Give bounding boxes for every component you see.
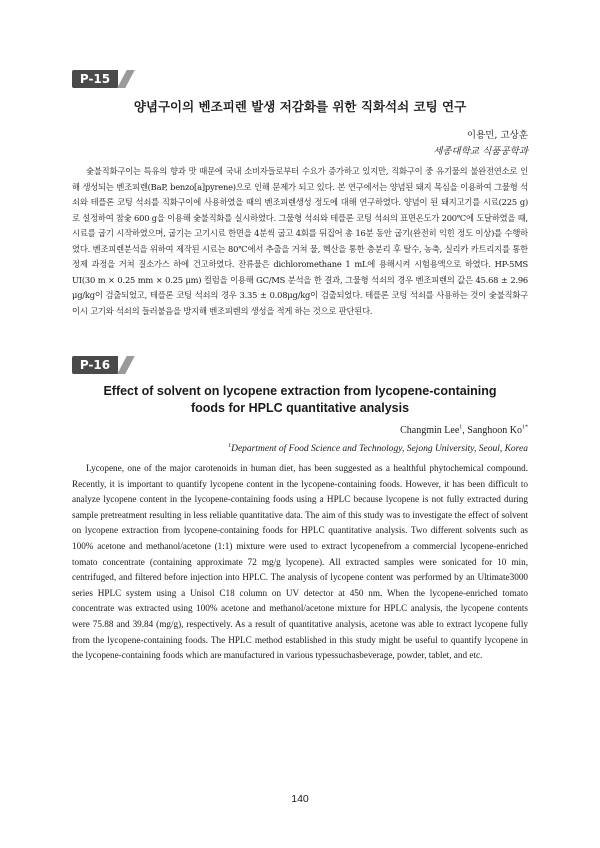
title-line-1: Effect of solvent on lycopene extraction from lycopene-containing xyxy=(103,384,497,398)
affiliation-en xyxy=(228,444,528,454)
title-line-2: foods for HPLC quantitative analysis xyxy=(190,401,410,415)
author-2-superscript: 1* xyxy=(522,424,528,431)
abstract-body-ko: 숯불직화구이는 특유의 향과 맛 때문에 국내 소비자들로부터 수요가 증가하고 있지만, 직화구이 중 유기물의 불완전연소로 인해 생성되는 벤조피렌(BaP, benzo[a]pyrene)으로 인해 문제가 되고 있다. 본 연구에서는 양념된 돼지 목심을 이용하여 그물형 석쇠와 테플론 코팅 석쇠를 직화구이에 사용하였을 때의 벤조피렌생성 정도에 대해 연구하였다. 양념이 된 돼지고기를 시료(225 g)로 설정하여 참숯 600 g을 이용해 숯불직화를 실시하였다. 그물형 석쇠와 테플론 코팅 석쇠의 표면온도가 200℃에 도달하였을 때, 시료를 굽기 시작하였으며, 굽기는 고기시료 한면을 4분씩 굽고 4회를 뒤집어 총 16분 동안 굽기(완전히 익힌 정도 이상)를 수행하였다. 벤조피렌분석을 위하여 제작된 시료는 80℃에서 추출을 거쳐 물, 헥산을 통한 층분리 후 탈수, 농축, 실리카 카트리지를 통한 정제 과정을 거쳐 질소가스 하에 건고하였다. 잔류물은 dichloromethane 1 mL에 용해시켜 시험용액으로 하였다. HP-5MS UI(30 m × 0.25 mm × 0.25 μm) 컬럼을 이용해 GC/MS 분석을 한 결과, 그물형 석쇠의 경우 벤조피렌의 값은 45.68 ± 2.96 μg/kg이 검출되었고, 테플론 코팅 석쇠의 경우 3.35 ± 0.08μg/kg이 검출되었다. 테플론 코팅 석쇠를 사용하는 것이 숯불직화구이시 고기와 석쇠의 들러붙음을 방지해 벤조피렌의 생성을 적게 하는 것으로 판단된다. xyxy=(72,166,528,316)
author-separator: , Sanghoon Ko xyxy=(462,425,522,436)
authors-ko: 이용민, 고상훈 xyxy=(466,130,528,141)
abstract-title-ko: 양념구이의 벤조피렌 발생 저감화를 위한 직화석쇠 코팅 연구 xyxy=(133,99,467,114)
page-number: 140 xyxy=(291,793,309,805)
badge-stripe-decoration xyxy=(117,356,135,374)
authors-en xyxy=(400,425,528,436)
badge-label: P-16 xyxy=(72,356,118,374)
affiliation-superscript: 1 xyxy=(228,442,232,449)
badge-stripe-decoration xyxy=(117,70,135,88)
abstract-title-en xyxy=(72,383,528,417)
affiliation-ko: 세종대학교 식품공학과 xyxy=(433,146,528,157)
author-1: Changmin Lee xyxy=(400,425,460,436)
abstract-body-en: Lycopene, one of the major carotenoids in human diet, has been suggested as a healthful phytochemical compound. Recently, it is important to quantify lycopene content in the lycopene-containing foods. However, it has been difficult to analyze lycopene content in the lycopene-containing foods using a HPLC because lycopene is not fully extracted during sample pretreatment resulting in less reliable quantitative data. The aim of this study was to investigate the effect of solvent on lycopene extraction from lycopene-containing foods for HPLC quantitative analysis. Two different solvents such as 100% acetone and methanol/acetone (1:1) mixture were used to extract lycopenefrom a commercial lycopene-enriched tomato concentrate (containing approximate 72 mg/g lycopene). All extracted samples were sonicated for 10 min, centrifuged, and filtered before injection into HPLC. The analysis of lycopene content was performed by an Ultimate3000 series HPLC system using a Unisol C18 column on UV detector at 450 nm. When the lycopene-enriched tomato concentrate was extracted using 100% acetone and methanol/acetone mixture for HPLC analysis, the lycopene contents were 75.88 and 39.84 (mg/g), respectively. As a result of quantitative analysis, acetone was able to extract lycopene fully from the lycopene-containing foods. The HPLC method established in this study might be useful to quantify lycopene in the lycopene-containing foods which are manufactured in various typessuchasbeverage, powder, tablet, and etc. xyxy=(72,463,528,661)
author-1-superscript: 1 xyxy=(459,424,463,431)
affiliation-text: Department of Food Science and Technology, Sejong University, Seoul, Korea xyxy=(231,444,528,454)
badge-label: P-15 xyxy=(72,70,118,88)
